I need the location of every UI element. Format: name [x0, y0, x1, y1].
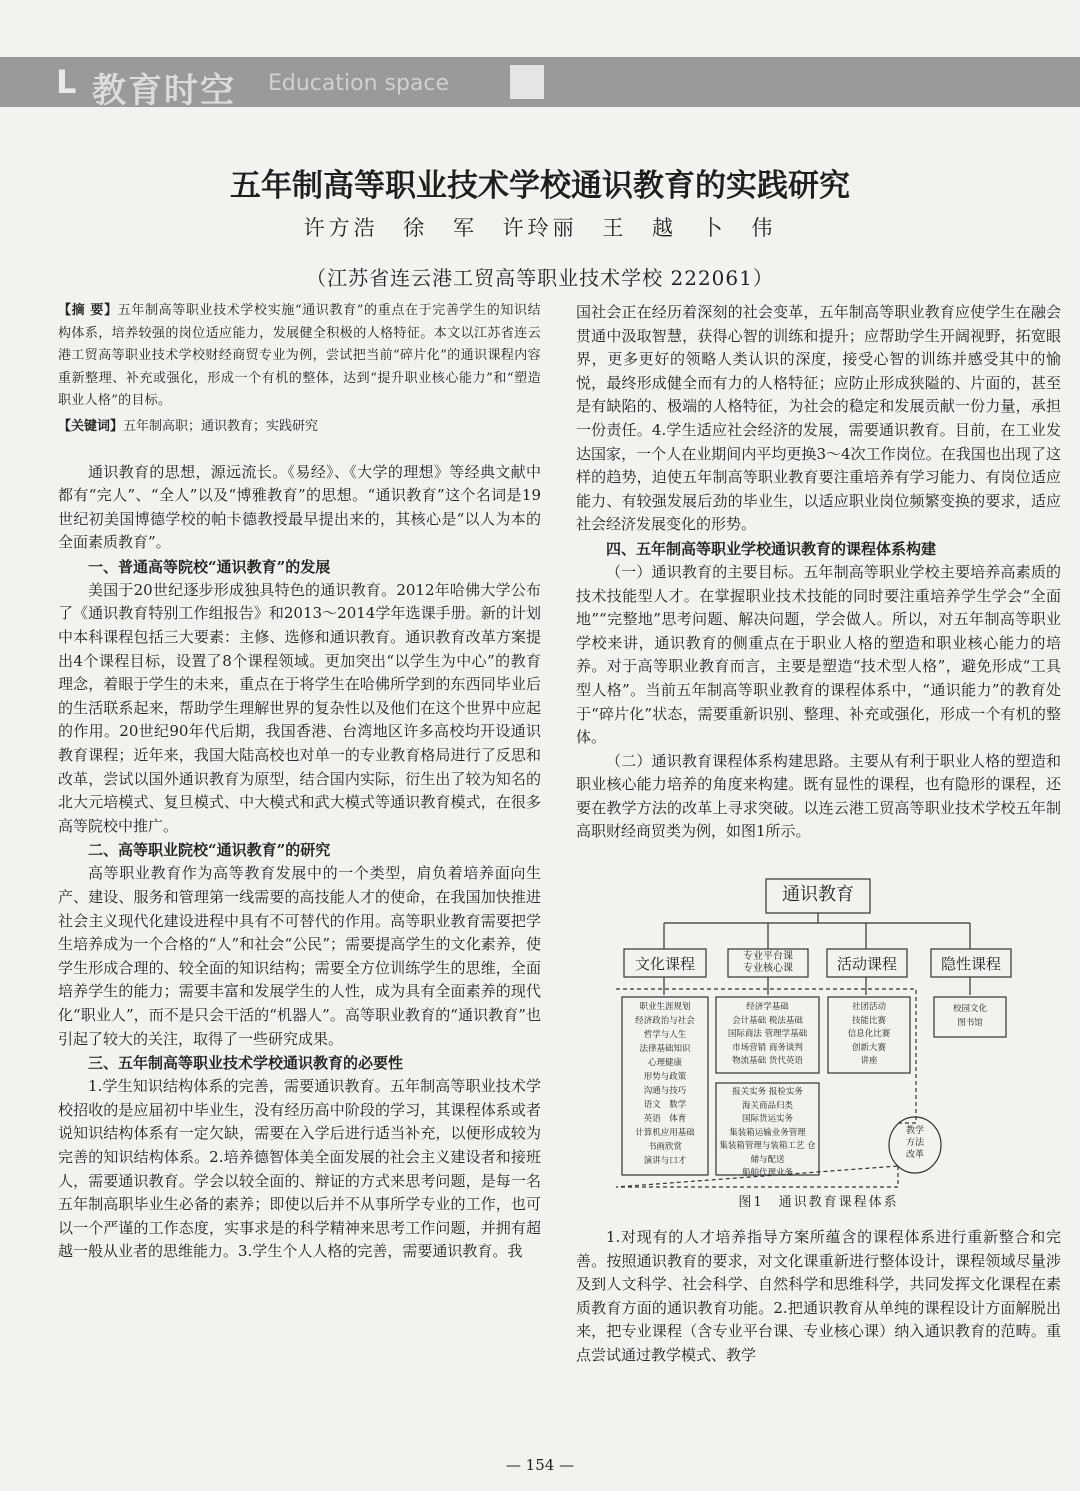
left-column — [58, 300, 541, 1264]
page-number: — 154 — — [505, 1456, 575, 1474]
keywords-label: 【关键词】 — [58, 418, 124, 434]
list-item: 校园文化 — [952, 1004, 987, 1015]
paragraph-3-continued: 国社会正在经历着深刻的社会变革，五年制高等职业教育应使学生在融会贯通中汲取智慧，获得心智的训练和提升；应帮助学生开阔视野，拓宽眼界，更多更好的领略人类认识的深度，接受心智的训练并感受其中的愉悦，最终形成健全而有力的人格特征；应防止形成狭隘的、片面的，甚至是有缺陷的、极端的人格特征，为社会的稳定和发展贡献一份力量，承担一份责任。4.学生适应社会经济的发展，需要通识教育。目前，在工业发达国家，一个人在业期间内平均更换3～4次工作岗位。在我国也出现了这样的趋势，迫使五年制高等职业教育要注重培养有学习能力、有岗位适应能力、有较强发展后劲的毕业生，以适应职业岗位频繁变换的要求，适应社会经济发展变化的形势。 — [576, 303, 1061, 534]
list-item: 心理健康 — [647, 1058, 682, 1069]
list-item: 法律基础知识 — [639, 1044, 691, 1055]
paragraph-5: （二）通识教育课程体系构建思路。主要从有利于职业人格的塑造和职业核心能力培养的角度来构建。既有显性的课程，也有隐形的课程，还要在教学方法的改革上寻求突破。以连云港工贸高等职业技术学校五年制高职财经商贸类为例，如图1所示。 — [576, 751, 1061, 841]
list-item: 国际商法 管理学基础 — [727, 1029, 808, 1040]
section-banner — [0, 57, 1080, 111]
section-letter: L — [56, 63, 77, 101]
list-item: 社团活动 — [851, 1002, 886, 1013]
list-item: 讲座 — [860, 1056, 878, 1067]
method-reform-circle-label — [892, 1125, 938, 1161]
list-item: 哲学与人生 — [643, 1030, 687, 1041]
list-item: 创新大赛 — [851, 1042, 886, 1053]
list-item: 职业生涯规划 — [639, 1002, 691, 1013]
list-item: 信息化比赛 — [847, 1029, 891, 1040]
hidden-item-list — [934, 1003, 1006, 1030]
keywords-text: 五年制高职；通识教育；实践研究 — [123, 418, 319, 434]
list-item: 经济学基础 — [746, 1002, 789, 1013]
section-title-en: Education space — [268, 71, 450, 96]
paragraph-3: 1.学生知识结构体系的完善，需要通识教育。五年制高等职业技术学校招收的是应届初中毕业生，没有经历高中阶段的学习，其课程体系或者说知识结构体系有一定欠缺，需要在入学后进行适当补充，以便形成较为完善的知识结构体系。2.培养德智体美全面发展的社会主义建设者和接班人，需要通识教育。学会以较全面的、辩证的方式来思考问题，是每一名五年制高职毕业生必备的素养；即使以后并不从事所学专业的工作，也可以一个严谨的工作态度，实事求是的科学精神来思考工作问题，并拥有超越一般从业者的思维能力。3.学生个人人格的完善，需要通识教育。我 — [58, 1077, 541, 1261]
abstract — [58, 300, 541, 413]
circle-text: 改革 — [905, 1150, 924, 1161]
list-item: 会计基础 税法基础 — [732, 1015, 803, 1026]
major-item-list-2 — [716, 1086, 819, 1181]
list-item: 图书馆 — [957, 1017, 983, 1028]
section-heading-1: 一、普通高等院校“通识教育”的发展 — [88, 557, 331, 576]
list-item: 市场营销 商务谈判 — [732, 1042, 803, 1053]
list-item: 形势与政策 — [643, 1072, 687, 1083]
article-affiliation: （江苏省连云港工贸高等职业技术学校 222061） — [306, 266, 774, 290]
right-column — [576, 301, 1061, 1368]
list-item: 技能比赛 — [851, 1015, 886, 1026]
activity-item-list — [828, 1001, 910, 1069]
section-heading-3: 三、五年制高等职业技术学校通识教育的必要性 — [88, 1054, 404, 1073]
branch-activity-label: 活动课程 — [836, 955, 897, 974]
circle-text: 方法 — [905, 1138, 924, 1149]
paragraph-6: 1.对现有的人才培养指导方案所蕴含的课程体系进行重新整合和完善。按照通识教育的要求，对文化课重新进行整体设计，课程领域尽量涉及到人文科学、社会科学、自然科学和思维科学，共同发挥文化课程在素质教育方面的通识教育功能。2.把通识教育从单纯的课程设计方面解脱出来，把专业课程（含专业平台课、专业核心课）纳入通识教育的范畴。重点尝试通过教学模式、教学 — [576, 1228, 1061, 1365]
figure-1 — [576, 861, 1061, 1216]
list-item: 书画欣赏 — [647, 1142, 682, 1153]
culture-item-list — [622, 1000, 708, 1168]
list-item: 集装箱管理与装箱工艺 仓储与配送 — [719, 1141, 816, 1165]
article-title: 五年制高等职业技术学校通识教育的实践研究 — [230, 168, 850, 204]
list-item: 物流基础 货代英语 — [732, 1056, 803, 1067]
section-heading-2: 二、高等职业院校“通识教育”的研究 — [88, 841, 331, 860]
list-item: 集装箱运输业务管理 — [729, 1127, 806, 1138]
paragraph-1: 美国于20世纪逐步形成独具特色的通识教育。2012年哈佛大学公布了《通识教育特别工作组报告》和2013～2014学年选课手册。新的计划中本科课程包括三大要素：主修、选修和通识教育。通识教育改革方案提出4个课程目标，设置了8个课程领域。更加突出“以学生为中心”的教育理念，着眼于学生的未来，重点在于将学生在哈佛所学到的东西同毕业后的生活联系起来，帮助学生理解世界的复杂性以及他们在这个世界中应起的作用。20世纪90年代后期，我国香港、台湾地区许多高校均开设通识教育课程；近年来，我国大陆高校也对单一的专业教育格局进行了反思和改革，尝试以国外通识教育为原型，结合国内实际，衍生出了较为知名的北大元培模式、复旦模式、中大模式和武大模式等通识教育模式，在很多高等院校中推广。 — [58, 580, 541, 835]
branch-major-label: 专业平台课 专业核心课 — [743, 951, 793, 975]
list-item: 海关商品归类 — [741, 1100, 793, 1111]
abstract-text: 五年制高等职业技术学校实施“通识教育”的重点在于完善学生的知识结构体系，培养较强的岗位适应能力，发展健全积极的人格特征。本文以江苏省连云港工贸高等职业技术学校财经商贸专业为例，尝试把当前“碎片化”的通识课程内容重新整理、补充或强化，形成一个有机的整体，达到“提升职业核心能力”和“塑造职业人格”的目标。 — [58, 303, 541, 408]
major-item-list-1 — [716, 1001, 819, 1069]
article-authors: 许方浩 徐 军 许玲丽 王 越 卜 伟 — [303, 216, 777, 240]
intro-paragraph: 通识教育的思想，源远流长。《易经》、《大学的理想》等经典文献中都有“完人”、“全人”以及“博雅教育”的思想。“通识教育”这个名词是19世纪初美国博德学校的帕卡德教授最早提出来的，其核心是“以人为本的全面素质教育”。 — [58, 462, 541, 552]
figure-caption: 图1 通识教育课程体系 — [738, 1195, 899, 1211]
keywords — [58, 415, 541, 438]
section-heading-4: 四、五年制高等职业学校通识教育的课程体系构建 — [606, 539, 937, 558]
circle-text: 教学 — [905, 1126, 924, 1137]
banner-square-icon — [510, 65, 544, 99]
abstract-label: 【摘 要】 — [58, 303, 118, 318]
paragraph-4: （一）通识教育的主要目标。五年制高等职业学校主要培养高素质的技术技能型人才。在掌握职业技术技能的同时要注重培养学生学会“全面地”“完整地”思考问题、解决问题，学会做人。所以，对五年制高等职业学校来讲，通识教育的侧重点在于职业人格的塑造和职业核心能力的培养。对于高等职业教育而言，主要是塑造“技术型人格”，避免形成“工具型人格”。当前五年制高等职业教育的课程体系中，“通识能力”的教育处于“碎片化”状态，需要重新识别、整理、补充或强化，形成一个有机的整体。 — [576, 562, 1061, 747]
paragraph-2: 高等职业教育作为高等教育发展中的一个类型，肩负着培养面向生产、建设、服务和管理第一线需要的高技能人才的使命，在我国加快推进社会主义现代化建设进程中具有不可替代的作用。高等职业教育需要把学生培养成为一个合格的“人”和社会“公民”；需要提高学生的文化素养，使学生形成合理的、较全面的知识结构；需要全方位训练学生的思维，全面培养学生的能力；需要丰富和发展学生的人性，成为具有全面素养的现代化“职业人”，而不是只会干活的“机器人”。高等职业教育的“通识教育”也引起了较大的关注，取得了一些研究成果。 — [58, 864, 541, 1048]
list-item: 经济政治与社会 — [635, 1016, 695, 1027]
list-item: 报关实务 报检实务 — [732, 1087, 803, 1098]
branch-culture-label: 文化课程 — [634, 955, 695, 974]
branch-hidden-label: 隐性课程 — [940, 955, 1001, 974]
list-item: 英语 体育 — [643, 1114, 687, 1125]
list-item: 国际货运实务 — [741, 1114, 793, 1125]
section-title-zh: 教育时空 — [92, 71, 236, 111]
list-item: 演讲与口才 — [643, 1156, 687, 1167]
list-item: 计算机应用基础 — [635, 1128, 695, 1139]
list-item: 语文 数学 — [643, 1100, 687, 1111]
list-item: 船舶代理业务 — [741, 1168, 793, 1179]
diagram-root-label: 通识教育 — [782, 884, 854, 906]
list-item: 沟通与技巧 — [643, 1086, 687, 1097]
